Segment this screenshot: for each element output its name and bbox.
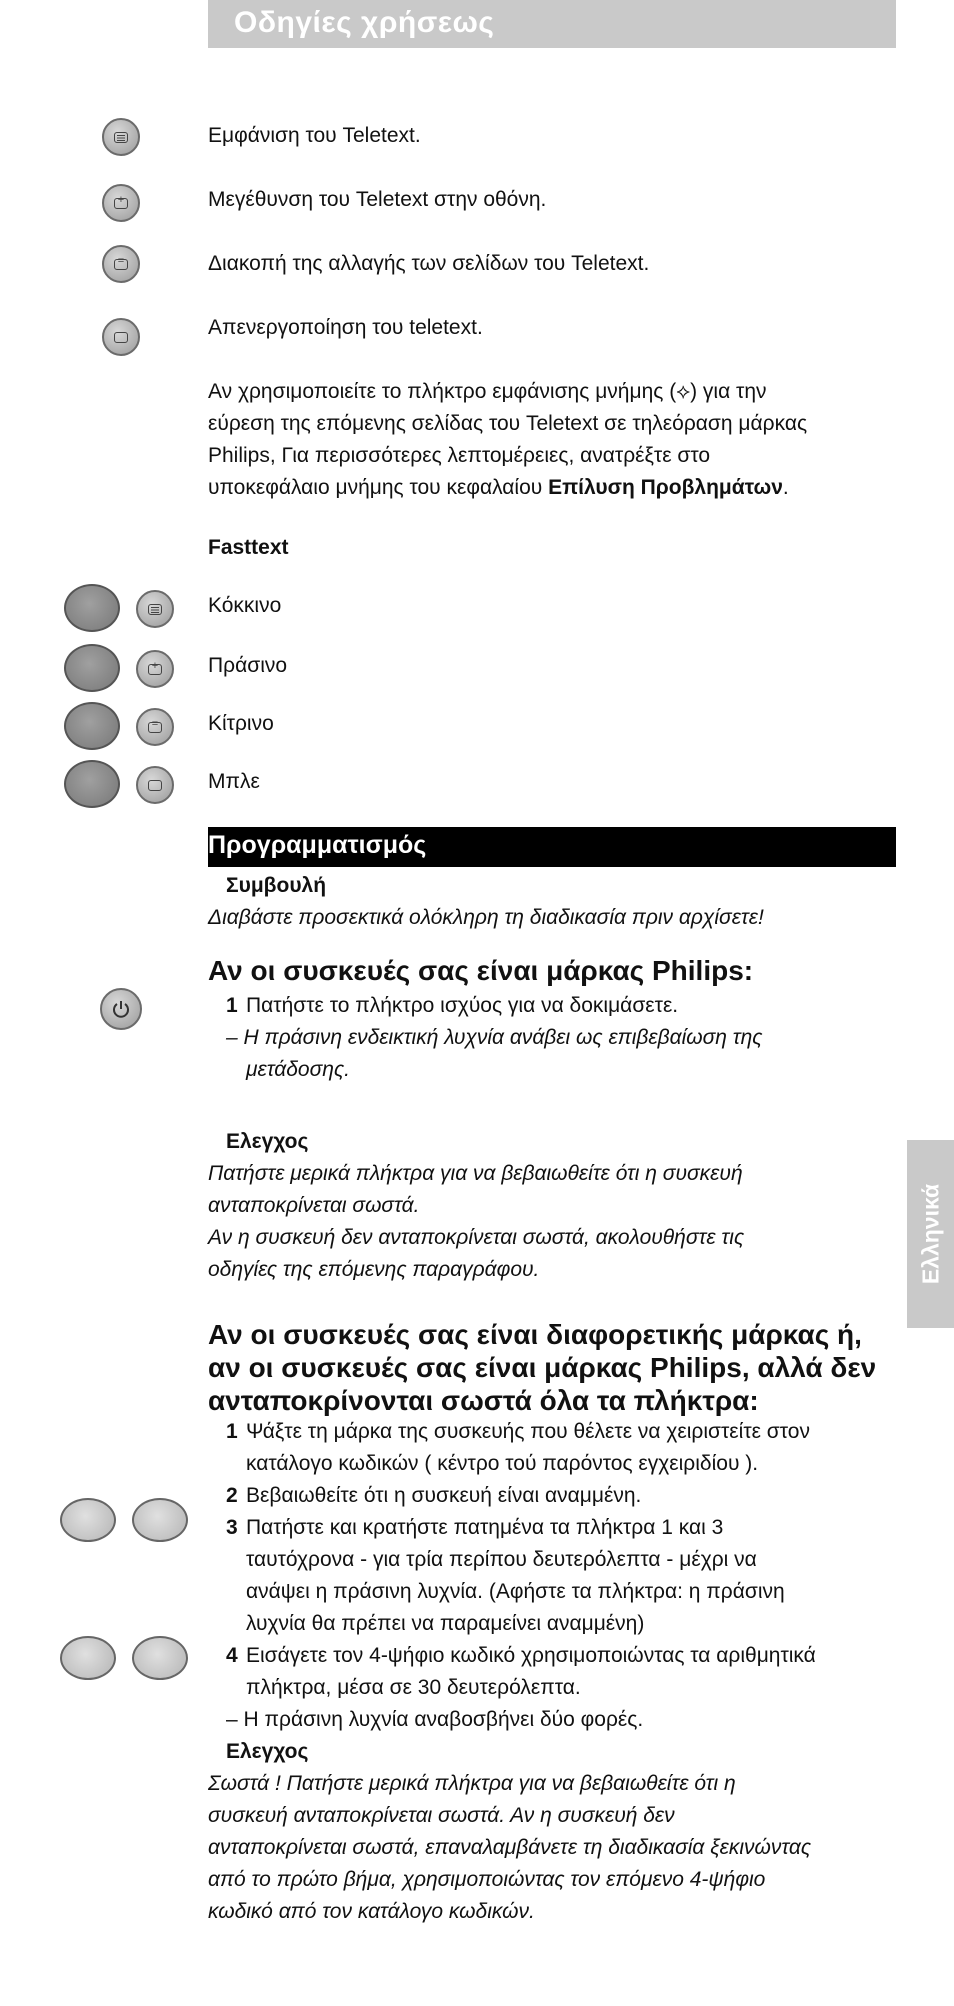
step-text: ανάψει η πράσινη λυχνία. (Αφήστε τα πλήκτρα: η πράσινη [246, 1580, 785, 1603]
fasttext-red: Κόκκινο [208, 594, 282, 617]
hold-glyph-icon [114, 259, 128, 270]
digit-key-icon [132, 1636, 188, 1680]
teletext-enlarge-button-icon [102, 184, 140, 222]
hold-button-icon [136, 708, 174, 746]
step-text: ταυτόχρονα - για τρία περίπου δευτερόλεπτα - μέχρι να [246, 1548, 757, 1571]
step-text: λυχνία θα πρέπει να παραμείνει αναμμένη) [246, 1612, 645, 1635]
teletext-glyph-icon [114, 132, 128, 143]
step-number: 4 [226, 1644, 238, 1667]
language-tab [907, 1140, 954, 1328]
step-number: 2 [226, 1484, 238, 1507]
check-line: ανταποκρίνεται σωστά. [208, 1194, 420, 1217]
header-bar [208, 0, 896, 48]
check2-line: από το πρώτο βήμα, χρησιμοποιώντας τον επόμενο 4-ψήφιο [208, 1868, 766, 1891]
digit-key-icon [60, 1636, 116, 1680]
memory-note-text: υποκεφάλαιο μνήμης του κεφαλαίου [208, 476, 549, 499]
enlarge-glyph-icon [114, 198, 128, 209]
teletext-item-4: Απενεργοποίηση του teletext. [208, 316, 483, 339]
troubleshooting-ref: Επίλυση Προβλημάτων [548, 476, 783, 499]
note-line: μετάδοσης. [246, 1058, 350, 1081]
step-number: 1 [226, 994, 238, 1017]
off-button-icon [136, 766, 174, 804]
fasttext-yellow: Κίτρινο [208, 712, 274, 735]
philips-step-1 [226, 990, 678, 1022]
other-brand-heading [208, 1318, 876, 1417]
step-text: Βεβαιωθείτε ότι η συσκευή είναι αναμμένη. [246, 1484, 642, 1507]
off-glyph-icon [148, 780, 162, 791]
step-number: 3 [226, 1516, 238, 1539]
heading-line: αν οι συσκευές σας είναι μάρκας Philips, αλλά δεν [208, 1352, 877, 1383]
off-glyph-icon [114, 332, 128, 343]
tip-text: Διαβάστε προσεκτικά ολόκληρη τη διαδικασία πριν αρχίσετε! [208, 906, 764, 929]
digit-key-1-icon [60, 1498, 116, 1542]
yellow-key-icon [64, 702, 120, 750]
check2-line: Σωστά ! Πατήστε μερικά πλήκτρα για να βεβαιωθείτε ότι η [208, 1772, 736, 1795]
check2-text [208, 1768, 898, 1928]
blink-note: – Η πράσινη λυχνία αναβοσβήνει δύο φορές. [226, 1708, 644, 1731]
tip-label: Συμβουλή [226, 874, 327, 897]
fasttext-green: Πράσινο [208, 654, 288, 677]
teletext-hold-button-icon [102, 245, 140, 283]
teletext-glyph-icon [148, 604, 162, 615]
check-line: οδηγίες της επόμενης παραγράφου. [208, 1258, 540, 1281]
fasttext-heading: Fasttext [208, 536, 289, 559]
teletext-on-button-icon [102, 118, 140, 156]
check-text [208, 1158, 744, 1286]
blue-key-icon [64, 760, 120, 808]
teletext-off-button-icon [102, 318, 140, 356]
fasttext-blue: Μπλε [208, 770, 260, 793]
step-item [226, 1416, 896, 1448]
heading-line: Αν οι συσκευές σας είναι διαφορετικής μάρκας ή, [208, 1319, 862, 1350]
section-bar [208, 827, 896, 867]
enlarge-glyph-icon [148, 664, 162, 675]
memory-note-line: Αν χρησιμοποιείτε το πλήκτρο εμφάνισης μνήμης (⟡) για την [208, 380, 767, 403]
check2-line: ανταποκρίνεται σωστά, επαναλαμβάνετε τη διαδικασία ξεκινώντας [208, 1836, 812, 1859]
memory-note-line: εύρεση της επόμενης σελίδας του Teletext σε τηλεόραση μάρκας [208, 412, 808, 435]
memory-note-text: . [782, 476, 789, 499]
section-title: Προγραμματισμός [208, 831, 427, 859]
step-text: κατάλογο κωδικών ( κέντρο τού παρόντος εγχειριδίου ). [246, 1452, 759, 1475]
teletext-button-icon [136, 590, 174, 628]
step-item [226, 1512, 896, 1544]
note-line: – Η πράσινη ενδεικτική λυχνία ανάβει ως επιβεβαίωση της [226, 1026, 763, 1049]
language-tab-label: Ελληνικά [917, 1183, 943, 1285]
step-text: Εισάγετε τον 4-ψήφιο κωδικό χρησιμοποιώντας τα αριθμητικά [246, 1644, 816, 1667]
heading-line: ανταποκρίνονται σωστά όλα τα πλήκτρα: [208, 1385, 759, 1416]
check2-line: συσκευή ανταποκρίνεται σωστά. Αν η συσκευή δεν [208, 1804, 675, 1827]
memory-note-line: Philips, Για περισσότερες λεπτομέρειες, ανατρέξτε στο [208, 444, 711, 467]
step-number: 1 [226, 1420, 238, 1443]
check2-label: Ελεγχος [226, 1740, 309, 1763]
step-item [226, 1480, 896, 1512]
check-line: Πατήστε μερικά πλήκτρα για να βεβαιωθείτε ότι η συσκευή [208, 1162, 743, 1185]
memory-note-line [208, 472, 898, 504]
power-button-icon [100, 988, 142, 1030]
check2-line: κωδικό από τον κατάλογο κωδικών. [208, 1900, 535, 1923]
hold-glyph-icon [148, 722, 162, 733]
step-text: Ψάξτε τη μάρκα της συσκευής που θέλετε να χειριστείτε στον [246, 1420, 810, 1443]
red-key-icon [64, 584, 120, 632]
power-icon [110, 998, 132, 1020]
steps-list [226, 1416, 896, 1736]
step-text: Πατήστε και κρατήστε πατημένα τα πλήκτρα 1 και 3 [246, 1516, 724, 1539]
step-item [226, 1640, 896, 1672]
teletext-item-3: Διακοπή της αλλαγής των σελίδων του Teletext. [208, 252, 650, 275]
check-label: Ελεγχος [226, 1130, 309, 1153]
page-title: Οδηγίες χρήσεως [234, 6, 495, 39]
enlarge-button-icon [136, 650, 174, 688]
step-text: Πατήστε το πλήκτρο ισχύος για να δοκιμάσετε. [246, 994, 679, 1017]
green-key-icon [64, 644, 120, 692]
philips-note [226, 1022, 763, 1086]
step-text: πλήκτρα, μέσα σε 30 δευτερόλεπτα. [246, 1676, 581, 1699]
teletext-item-2: Μεγέθυνση του Teletext στην οθόνη. [208, 188, 547, 211]
digit-key-3-icon [132, 1498, 188, 1542]
memory-note [208, 376, 898, 504]
teletext-item-1: Εμφάνιση του Teletext. [208, 124, 421, 147]
check-line: Αν η συσκευή δεν ανταποκρίνεται σωστά, ακολουθήστε τις [208, 1226, 745, 1249]
philips-heading: Αν οι συσκευές σας είναι μάρκας Philips: [208, 955, 754, 986]
